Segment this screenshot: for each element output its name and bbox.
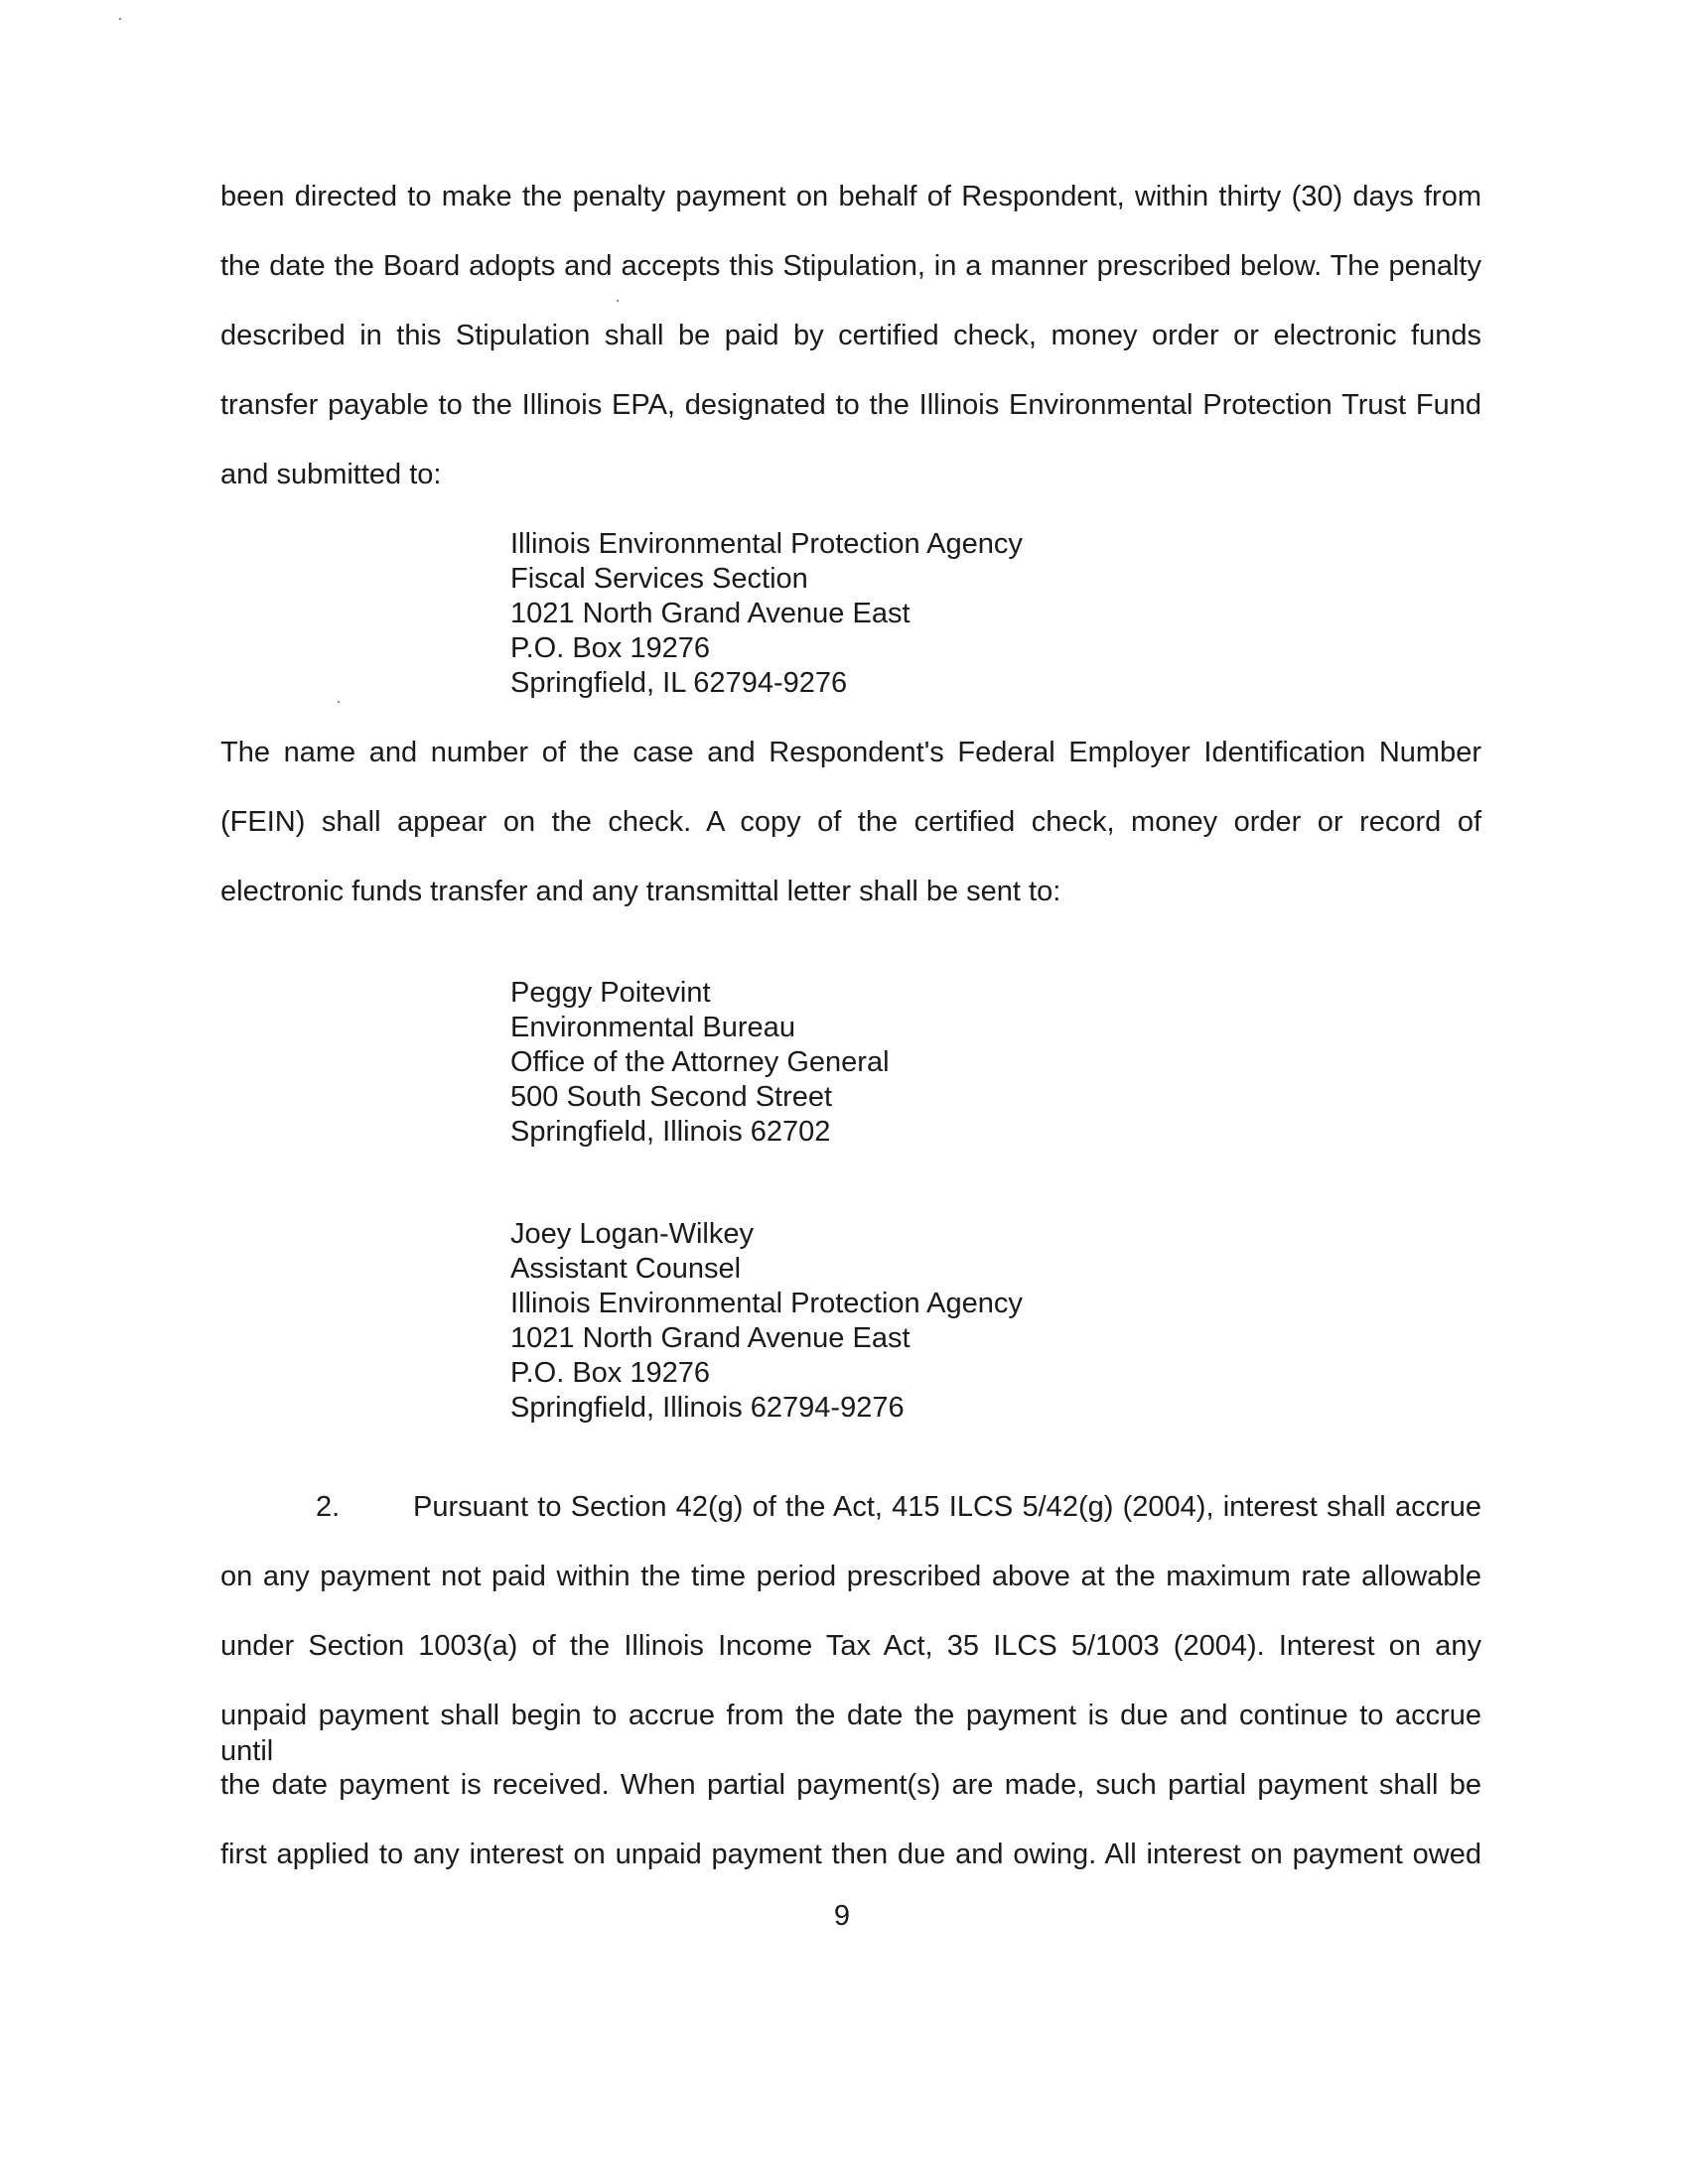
body-text-line: electronic funds transfer and any transmittal letter shall be sent to: bbox=[220, 876, 1061, 907]
scan-speck bbox=[119, 18, 121, 20]
body-text-line: Pursuant to Section 42(g) of the Act, 415 ILCS 5/42(g) (2004), interest shall accrue bbox=[413, 1491, 1481, 1523]
address-line: Illinois Environmental Protection Agency bbox=[510, 1288, 1023, 1319]
body-text-line: and submitted to: bbox=[220, 459, 442, 490]
address-line: P.O. Box 19276 bbox=[510, 1357, 711, 1389]
body-text-line: on any payment not paid within the time period prescribed above at the maximum rate allowable bbox=[220, 1561, 1481, 1592]
address-line: 500 South Second Street bbox=[510, 1081, 833, 1113]
address-line: Office of the Attorney General bbox=[510, 1046, 890, 1078]
scan-speck bbox=[338, 701, 340, 703]
address-line: Illinois Environmental Protection Agency bbox=[510, 528, 1023, 560]
address-line: 1021 North Grand Avenue East bbox=[510, 598, 911, 629]
address-line: Springfield, Illinois 62794-9276 bbox=[510, 1392, 905, 1424]
body-text-line: (FEIN) shall appear on the check. A copy of the certified check, money order or record of bbox=[220, 806, 1481, 838]
address-line: Environmental Bureau bbox=[510, 1012, 795, 1043]
address-line: P.O. Box 19276 bbox=[510, 632, 711, 664]
paragraph-number: 2. bbox=[316, 1491, 341, 1523]
body-text-line: first applied to any interest on unpaid payment then due and owing. All interest on payment owed bbox=[220, 1839, 1481, 1870]
body-text-line: under Section 1003(a) of the Illinois Income Tax Act, 35 ILCS 5/1003 (2004). Interest on any bbox=[220, 1630, 1481, 1662]
body-text-line: The name and number of the case and Respondent's Federal Employer Identification Number bbox=[220, 737, 1481, 768]
scan-speck bbox=[617, 300, 619, 302]
address-line: Springfield, Illinois 62702 bbox=[510, 1116, 831, 1148]
address-line: Assistant Counsel bbox=[510, 1253, 742, 1285]
body-text-line: described in this Stipulation shall be paid by certified check, money order or electronic funds bbox=[220, 320, 1481, 351]
body-text-line: transfer payable to the Illinois EPA, designated to the Illinois Environmental Protection Trust Fund bbox=[220, 389, 1481, 421]
body-text-line: the date the Board adopts and accepts this Stipulation, in a manner prescribed below. The penalty bbox=[220, 250, 1481, 282]
page-number: 9 bbox=[833, 1900, 851, 1932]
body-text-line: been directed to make the penalty payment on behalf of Respondent, within thirty (30) days from bbox=[220, 181, 1481, 212]
address-line: Fiscal Services Section bbox=[510, 563, 808, 595]
body-text-line: unpaid payment shall begin to accrue from the date the payment is due and continue to accrue until bbox=[220, 1700, 1481, 1767]
address-line: Joey Logan-Wilkey bbox=[510, 1218, 754, 1250]
address-line: Springfield, IL 62794-9276 bbox=[510, 667, 848, 699]
address-line: Peggy Poitevint bbox=[510, 977, 711, 1009]
address-line: 1021 North Grand Avenue East bbox=[510, 1322, 911, 1354]
body-text-line: the date payment is received. When partial payment(s) are made, such partial payment shall be bbox=[220, 1769, 1481, 1801]
